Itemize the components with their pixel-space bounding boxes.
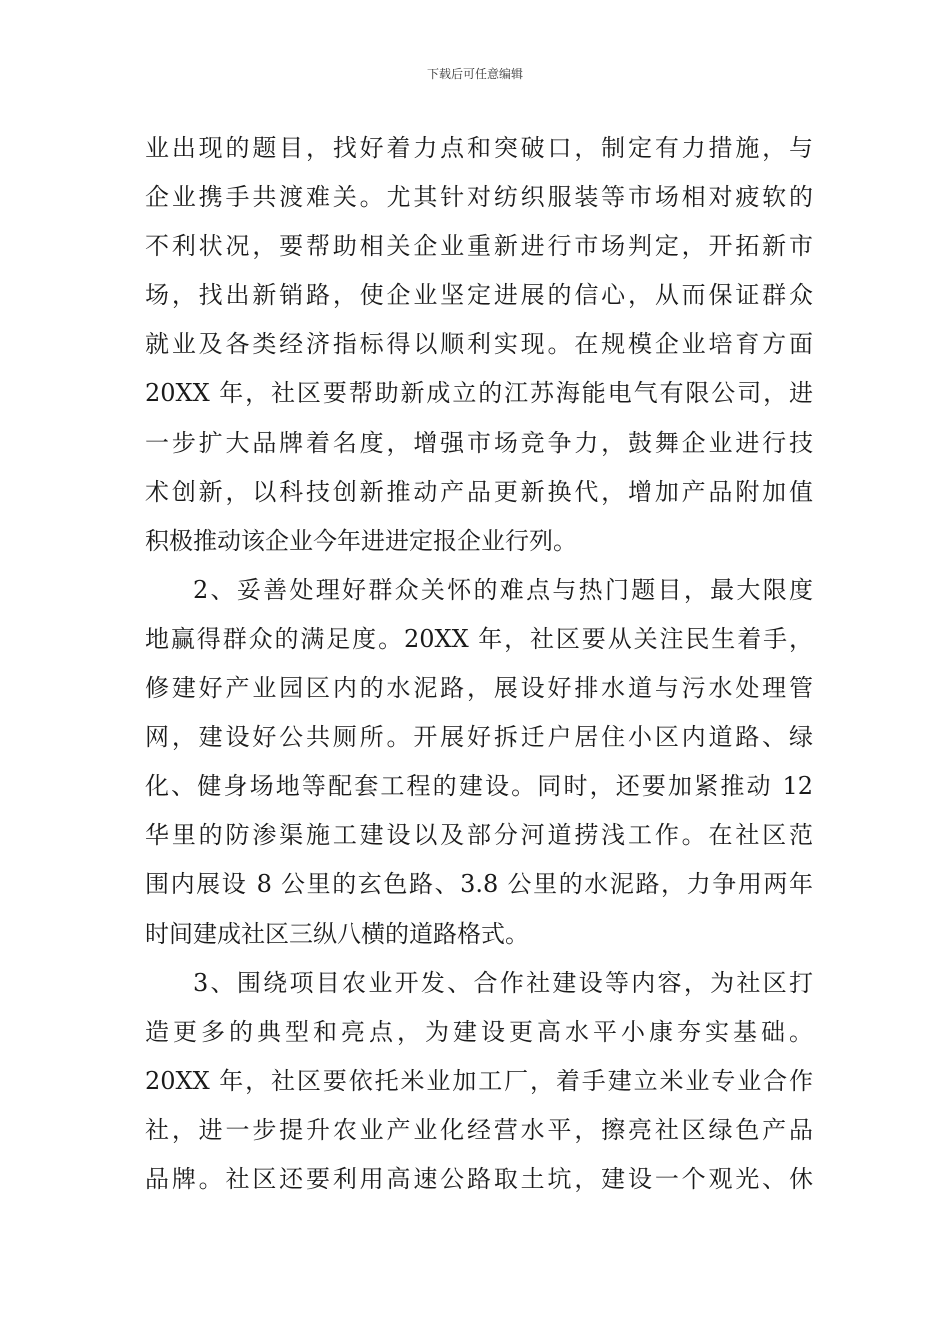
page-header: 下载后可任意编辑 [426, 67, 523, 81]
text-line: 20XX 年，社区要依托米业加工厂，着手建立米业专业合作 [145, 1066, 813, 1095]
text-line: 3、围绕项目农业开发、合作社建设等内容，为社区打 [193, 968, 813, 997]
text-line: 业出现的题目，找好着力点和突破口，制定有力措施，与 [145, 134, 813, 162]
text-line: 就业及各类经济指标得以顺利实现。在规模企业培育方面 [145, 330, 813, 359]
text-line: 不利状况，要帮助相关企业重新进行市场判定，开拓新市 [145, 232, 813, 261]
paragraph-3 [145, 959, 813, 1204]
text-line: 企业携手共渡难关。尤其针对纺织服装等市场相对疲软的 [145, 183, 813, 212]
text-line: 20XX 年，社区要帮助新成立的江苏海能电气有限公司，进 [145, 379, 813, 408]
document-body [145, 124, 813, 1204]
text-line: 时间建成社区三纵八横的道路格式。 [145, 919, 529, 948]
text-line: 修建好产业园区内的水泥路，展设好排水道与污水处理管 [145, 674, 813, 703]
text-line: 地赢得群众的满足度。20XX 年，社区要从关注民生着手， [145, 624, 813, 653]
text-line: 术创新，以科技创新推动产品更新换代，增加产品附加值 [145, 477, 813, 506]
text-line: 网，建设好公共厕所。开展好拆迁户居住小区内道路、绿 [145, 723, 813, 752]
text-line: 品牌。社区还要利用高速公路取土坑，建设一个观光、休 [145, 1164, 813, 1193]
text-line: 积极推动该企业今年进进定报企业行列。 [145, 526, 577, 555]
text-line: 2、妥善处理好群众关怀的难点与热门题目，最大限度 [193, 575, 813, 604]
text-line: 社，进一步提升农业产业化经营水平，擦亮社区绿色产品 [145, 1115, 813, 1144]
paragraph-1 [145, 124, 813, 566]
text-line: 造更多的典型和亮点，为建设更高水平小康夯实基础。 [145, 1017, 813, 1046]
text-line: 一步扩大品牌着名度，增强市场竞争力，鼓舞企业进行技 [145, 428, 813, 457]
text-line: 围内展设 8 公里的玄色路、3.8 公里的水泥路，力争用两年 [145, 870, 813, 899]
text-line: 化、健身场地等配套工程的建设。同时，还要加紧推动 12 [145, 772, 813, 801]
text-line: 场，找出新销路，使企业坚定进展的信心，从而保证群众 [145, 281, 813, 310]
text-line: 华里的防渗渠施工建设以及部分河道捞浅工作。在社区范 [145, 821, 813, 850]
paragraph-2 [145, 566, 813, 959]
